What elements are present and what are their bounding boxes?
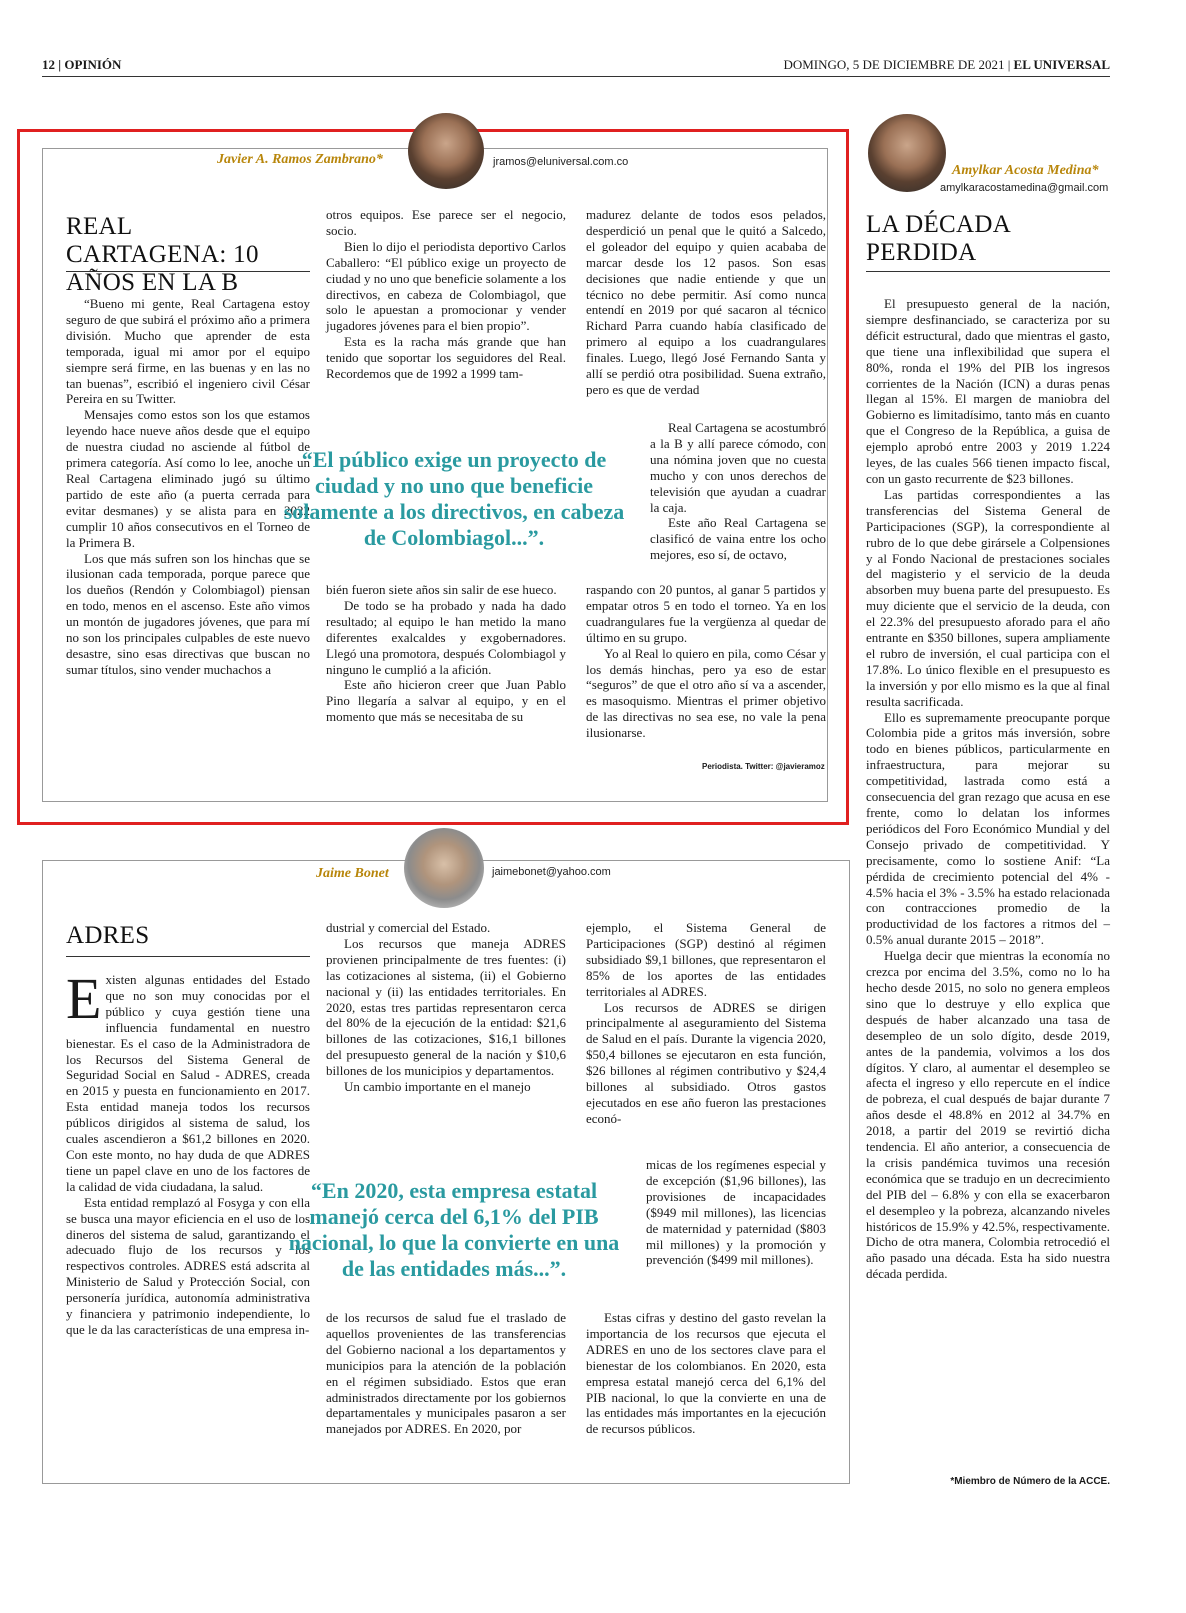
paragraph: Real Cartagena se acostumbró a la B y allí parece cómodo, con una nómina joven que no cuesta mucho y con unos derechos de televisión que ayudan a cuadrar la caja. bbox=[650, 420, 826, 515]
paragraph bbox=[66, 966, 310, 1195]
paragraph: Yo al Real lo quiero en pila, como César y los demás hinchas, pero ya eso de estar “seguros” de que el otro año sí va a ascender, es masoquismo. Mientras el primer objetivo de las directivas no sea ese, no vale la pena ilusionarse. bbox=[586, 645, 826, 741]
page-date bbox=[783, 57, 1110, 73]
article1-column-2-bottom bbox=[326, 582, 566, 725]
drop-cap: E bbox=[66, 966, 102, 1031]
paragraph: Este año hicieron creer que Juan Pablo Pino llegaría a salvar al equipo, y en el momento que más se necesitaba de su bbox=[326, 677, 566, 725]
paragraph-text: xisten algunas entidades del Estado que no son muy conocidas por el público y cuya gestión tiene una influencia fundamental en nuestro bienestar. Es el caso de la Administradora de los Recursos del Sistema General de Seguridad Social en Salud - ADRES, creada en 2015 y puesta en funcionamiento en 2017. Esta entidad maneja todos los recursos públicos dirigidos al sistema de salud, los cuales ascendieron a $61,2 billones en 2020. Con este monto, no hay duda de que ADRES tiene un papel clave en uno de los factores de la calidad de vida ciudadana, la salud. bbox=[66, 972, 310, 1194]
article1-email: jramos@eluniversal.com.co bbox=[493, 156, 629, 168]
article1-author: Javier A. Ramos Zambrano* bbox=[217, 152, 383, 167]
paragraph: Los recursos que maneja ADRES provienen principalmente de tres fuentes: (i) las cotizaciones al sistema, (ii) el Gobierno nacional y (ii) las entidades territoriales. En 2020, estas tres partidas representaron cerca del 80% de la ejecución de la entidad: $21,6 billones de las cotizaciones, $16,1 billones del presupuesto general de la nación y $10,6 billones de los municipios y departamentos. bbox=[326, 935, 566, 1079]
paragraph: Los recursos de ADRES se dirigen principalmente al aseguramiento del Sistema de Salud en el país. Durante la vigencia 2020, $50,4 billones se ejecutaron en esta función, $26 billones al régimen contributivo y $24,4 billones al subsidiado. Otros gastos ejecutados en ese año fueron las prestaciones econó- bbox=[586, 999, 826, 1126]
title-rule bbox=[866, 271, 1110, 272]
paragraph: Esta entidad remplazó al Fosyga y con ella se busca una mayor eficiencia en el uso de los dineros del sistema de salud, garantizando el adecuado flujo de los recursos y los respectivos controles. ADRES está adscrita al Ministerio de Salud y Protección Social, con personería jurídica, autonomía administrativa y financiera y patrimonio independiente, lo que le da las características de una empresa in- bbox=[66, 1194, 310, 1337]
paragraph: Esta es la racha más grande que han tenido que soportar los seguidores del Real. Recordemos que de 1992 a 1999 tam- bbox=[326, 334, 566, 382]
paragraph: Mensajes como estos son los que estamos leyendo hace nueve años desde que el equipo de nuestra ciudad no asciende al fútbol de primera categoría. Así como lo lee, anoche un Real Cartagena eliminado jugó su último partido de este año (a puerta cerrada para evitar desmanes) y se alista para en 2022 cumplir 10 años consecutivos en el Torneo de la Primera B. bbox=[66, 407, 310, 550]
article3-column-2-top bbox=[326, 920, 566, 1095]
article3-author: Jaime Bonet bbox=[316, 866, 389, 881]
date-text: DOMINGO, 5 DE DICIEMBRE DE 2021 | bbox=[783, 57, 1011, 72]
article3-email: jaimebonet@yahoo.com bbox=[492, 866, 611, 878]
page-section-label: 12 | OPINIÓN bbox=[42, 57, 122, 72]
paragraph: Estas cifras y destino del gasto revelan la importancia de los recursos que ejecuta el ADRES en uno de los sectores clave para el bienestar de los colombianos. En 2020, esta empresa estatal manejó cerca del 6,1% del PIB nacional, lo que la convierte en una de las entidades más importantes en la ejecución de recursos públicos. bbox=[586, 1310, 826, 1437]
paragraph: De todo se ha probado y nada ha dado resultado; al equipo le han metido la mano diferentes exalcaldes y exgobernadores. Llegó una promotora, después Colombiagol y ninguno le cumplió a la afición. bbox=[326, 597, 566, 677]
paragraph: de los recursos de salud fue el traslado de aquellos provenientes de las transferencias del Gobierno nacional a los departamentos y municipios para la atención de la población en el régimen subsidiado. Estos que eran administrados directamente por los gobiernos departamentales y municipales pasaron a ser manejados por ADRES. En 2020, por bbox=[326, 1310, 566, 1437]
article3-title: ADRES bbox=[66, 922, 150, 949]
article2-title: LA DÉCADA PERDIDA bbox=[866, 211, 1010, 266]
article3-column-2-bottom bbox=[326, 1310, 566, 1437]
pull-quote-article1: “El público exige un proyecto de ciudad y no uno que beneficie solamente a los directivos, en cabeza de Colombiagol...”. bbox=[283, 447, 625, 550]
title-rule bbox=[66, 956, 310, 957]
paragraph: raspando con 20 puntos, al ganar 5 partidos y empatar otros 5 en todo el torneo. Ya en los cuadrangulares fue la vergüenza al quedar de último en su grupo. bbox=[586, 582, 826, 645]
article1-column-1 bbox=[66, 296, 310, 678]
paragraph: Ello es supremamente preocupante porque Colombia pide a gritos más inversión, sobre todo en bienes públicos, particularmente en infraestructura, para mejorar su competitividad, lastrada como está a consecuencia del gran rezago que acusa en ese frente, como lo delatan los informes periódicos del Foro Económico Mundial y del Consejo privado de competitividad. Y precisamente, como lo sostiene Anif: “La pérdida de crecimiento potencial del 4% - 4.5% hacia el 3% - 3.5% ha estado relacionada con contracciones promedio de la productividad de los factores a ritmos del – 0.5% anual durante 2015 – 2018”. bbox=[866, 709, 1111, 948]
article2-author: Amylkar Acosta Medina* bbox=[952, 163, 1099, 178]
article3-column-3-bottom bbox=[586, 1310, 826, 1437]
article1-title: REAL CARTAGENA: 10 AÑOS EN LA B bbox=[66, 213, 259, 296]
article2-email: amylkaracostamedina@gmail.com bbox=[940, 182, 1109, 194]
paragraph: madurez delante de todos esos pelados, desperdició un penal que le quitó a Salcedo, el goleador del equipo y quien acababa de marcar desde los 12 pasos. Son esas decisiones que nadie entiende y que un técnico no debe permitir. Así como nunca entendí en 2019 por qué sacaron al técnico Richard Parra cuando había clasificado de primero al equipo a los cuadrangulares finales. Luego, llegó José Fernando Santa y allí se perdió otra posibilidad. Suena extraño, pero es que de verdad bbox=[586, 207, 826, 397]
article1-column-3-mid bbox=[650, 420, 826, 563]
article2-footnote: *Miembro de Número de la ACCE. bbox=[950, 1476, 1110, 1487]
author-photo-bonet bbox=[404, 828, 484, 908]
paragraph: Bien lo dijo el periodista deportivo Carlos Caballero: “El público exige un proyecto de ciudad y no uno que beneficie solamente a los directivos, en cabeza de Colombiagol, que solo le apuestan a promocionar y vender jugadores jóvenes para el bien propio”. bbox=[326, 238, 566, 334]
paragraph: bién fueron siete años sin salir de ese hueco. bbox=[326, 582, 557, 597]
newspaper-name: EL UNIVERSAL bbox=[1013, 57, 1110, 72]
article2-body bbox=[866, 296, 1110, 1282]
paragraph: Este año Real Cartagena se clasificó de vaina entre los ocho mejores, eso sí, de octavo, bbox=[650, 515, 826, 563]
article3-column-1 bbox=[66, 966, 310, 1338]
paragraph: dustrial y comercial del Estado. bbox=[326, 920, 491, 935]
paragraph: “Bueno mi gente, Real Cartagena estoy seguro de que subirá el próximo año a primera división. Mucho que aprender de esta temporada, igual mi amor por el equipo siempre será firme, en las buenas y en las no tan buenas”, escribió el ingeniero civil César Pereira en su Twitter. bbox=[66, 296, 310, 407]
article1-signoff: Periodista. Twitter: @javieramoz bbox=[702, 762, 825, 771]
article3-column-3-mid bbox=[646, 1157, 826, 1268]
title-rule bbox=[66, 271, 310, 272]
author-photo-ramos bbox=[408, 113, 484, 189]
paragraph: micas de los regímenes especial y de excepción ($1,96 billones), las provisiones de incapacidades ($949 mil millones), las licencias de maternidad y paternidad ($803 mil millones) y la promoción y prevención ($499 mil millones). bbox=[646, 1157, 826, 1268]
paragraph: El presupuesto general de la nación, siempre desfinanciado, se caracteriza por su déficit estructural, dado que mientras el gasto, que tiene una inflexibilidad que supera el 80%, ronda el 19% del PIB los ingresos corrientes de la Nación (ICN) a duras penas llegan al 15%. El margen de maniobra del Gobierno es limitadísimo, tanto más en cuanto que el Congreso de la República, a guisa de ejemplo aprobó entre 2003 y 2019 1.224 leyes, de las cuales 566 tienen impacto fiscal, con un gasto recurrente de $23 billones. bbox=[866, 296, 1110, 486]
article3-column-3-top bbox=[586, 920, 826, 1127]
paragraph: ejemplo, el Sistema General de Participaciones (SGP) destinó al régimen subsidiado $9,1 billones, que representaron el 85% de los aportes de las entidades territoriales al ADRES. bbox=[586, 920, 826, 999]
pull-quote-article3: “En 2020, esta empresa estatal manejó cerca del 6,1% del PIB nacional, lo que la convierte en una de las entidades más...”. bbox=[288, 1178, 620, 1281]
article1-column-3-top bbox=[586, 207, 826, 398]
paragraph: Un cambio importante en el manejo bbox=[344, 1079, 531, 1095]
paragraph: Las partidas correspondientes a las transferencias del Sistema General de Participaciones (SGP), la correspondiente al rubro de lo que debe girársele a Colpensiones y al Fondo Nacional de prestaciones sociales del magisterio y el servicio de la deuda absorben muy buena parte del presupuesto. Es muy diciente que el servicio de la deuda, con el 22.3% del presupuesto aforado para el año entrante en $350 billones, supera ampliamente el rubro de inversión, el cual participa con el 17.8%. Lo único flexible en el presupuesto es la inversión y por ello mismo es la que al final resulta sacrificada. bbox=[866, 486, 1110, 709]
author-photo-acosta bbox=[868, 114, 946, 192]
paragraph: Huelga decir que mientras la economía no crezca por encima del 3.5%, como no lo ha hecho desde 2015, no solo no genera empleos sino que lo destruye y ello explica que después de haber alcanzado una tasa de desempleo de un solo dígito, desde 2019, antes de la pandemia, volvimos a los dos dígitos. Y claro, al aumentar el desempleo se afecta el ingreso y ello repercute en el índice de pobreza, el cual después de bajar durante 7 años desde el 48.8% en 2012 al 34.7% en 2018, a partir del 2019 se revirtió dicha tendencia. El año anterior, a consecuencia de la crisis pandémica tuvimos una recesión económica que se tradujo en un decrecimiento del PIB del – 6.8% y con ella se exacerbaron el desempleo y la pobreza, alcanzando niveles históricos de 15.9% y 42.5%, respectivamente. Dicho de otra manera, Colombia retrocedió el año pasado una década. Esta ha sido nuestra década perdida. bbox=[866, 948, 1110, 1282]
paragraph: Los que más sufren son los hinchas que se ilusionan cada temporada, porque parece que los dueños (Rendón y Colombiagol) piensan en todo, menos en el ascenso. Este año vimos un montón de jugadores jóvenes, que para mí no son los principales culpables de este nuevo desastre, sino esas directivas que buscan no sumar títulos, sino vender muchachos a bbox=[66, 550, 310, 677]
paragraph: otros equipos. Ese parece ser el negocio, socio. bbox=[326, 207, 566, 238]
article1-column-3-bottom bbox=[586, 582, 826, 741]
header-divider bbox=[42, 76, 1110, 77]
article1-column-2-top bbox=[326, 207, 566, 382]
